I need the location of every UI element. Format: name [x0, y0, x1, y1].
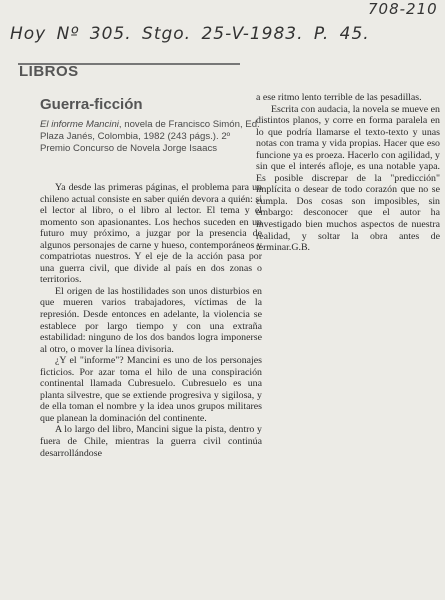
book-title: El informe Mancini [40, 119, 119, 130]
paragraph: A lo largo del libro, Mancini sigue la pista, dentro y fuera de Chile, mientras la guerra civil continúa desarrollándose [40, 424, 262, 459]
left-column [40, 182, 262, 459]
article-byline [40, 119, 260, 155]
section-header [18, 63, 240, 83]
paragraph: Ya desde las primeras páginas, el problema para un chileno actual consiste en saber quién devora a quién: si el lector al libro, o el libro al lector. El tema y el momento son apasionantes. Los hechos suceden en un futuro muy próximo, a juzgar por la presencia de algunos personajes de carne y hueso, contemporáneos y compatriotas nuestros. Y el eje de la acción pasa por una guerra civil, que divide al país en dos zonas o territorios. [40, 182, 262, 286]
right-column [256, 92, 440, 254]
paragraph: ¿Y el "informe"? Mancini es uno de los personajes ficticios. Por azar toma el hilo de una conspiración continental llamada Cubresuelo. Cubresuelo es una planta silvestre, que se extiende progresiva y sigilosa, y de ella toman el nombre y la idea unos grupos militares que planean la dominación del continente. [40, 355, 262, 424]
article-title: Guerra-ficción [40, 96, 143, 113]
paragraph: Escrita con audacia, la novela se mueve en distintos planos, y corre en forma paralela en lo que podría llamarse el texto-texto y unas notas con trama y vida propias. Hacer que eso funcione ya es proeza. Hacerlo con agilidad, y sin que el interés afloje, es una notable yapa. Es posible discrepar de la "predicción" implícita o desear de todo corazón que no se cumpla. Dos cosas son imposibles, sin embargo: desconocer que el autor ha investigado bien muchos aspectos de nuestra realidad, y soltar la obra antes de terminar.G.B. [256, 103, 440, 254]
handwritten-reference-number: 708-210 [368, 0, 438, 18]
handwritten-source-note: Hoy Nº 305. Stgo. 25-V-1983. P. 45. [10, 24, 370, 44]
paragraph: El origen de las hostilidades son unos disturbios en que mueren varios trabajadores, víctimas de la represión. Desde entonces en adelante, la violencia se establece por largo tiempo y con una extraña estabilidad: ninguno de los dos bandos logra imponerse al otro, o mover la línea divisoria. [40, 285, 262, 355]
byline-details: , novela de Francisco Simón, Ed. Plaza Janés, Colombia, 1982 (243 págs.). 2º Premio Concurso de Novela Jorge Isaacs [40, 119, 260, 155]
paragraph-continuation: a ese ritmo lento terrible de las pesadillas. [256, 92, 422, 103]
section-label: LIBROS [19, 63, 79, 80]
